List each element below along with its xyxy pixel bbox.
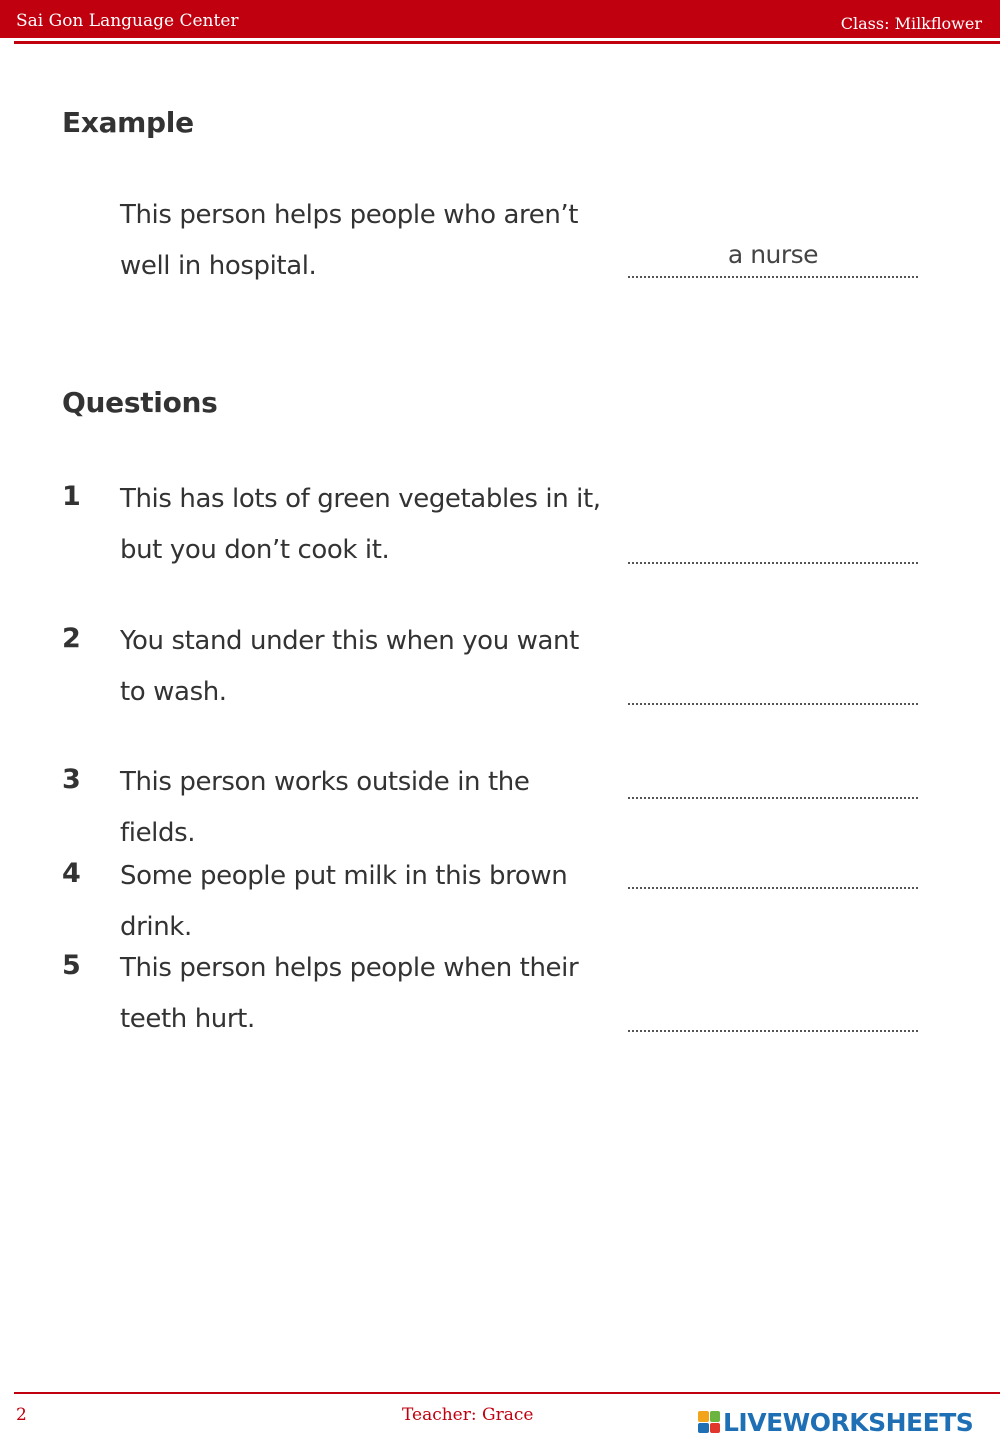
example-heading: Example: [62, 106, 194, 139]
liveworksheets-logo: [698, 1408, 973, 1436]
answer-field-1[interactable]: [628, 560, 918, 564]
answer-field-3[interactable]: [628, 795, 918, 799]
question-line: teeth hurt.: [120, 1004, 255, 1034]
center-name: Sai Gon Language Center: [16, 11, 239, 31]
answer-field-2[interactable]: [628, 701, 918, 705]
question-number: 5: [62, 950, 81, 981]
question-line: This person helps people when their: [120, 953, 579, 983]
question-number: 4: [62, 858, 81, 889]
footer-divider: [14, 1392, 1000, 1394]
question-text: [120, 757, 610, 859]
header-bar: [0, 0, 1000, 38]
question-text: [120, 474, 610, 576]
question-number: 1: [62, 481, 81, 512]
liveworksheets-brand: LIVEWORKSHEETS: [723, 1407, 974, 1437]
answer-field-4[interactable]: [628, 885, 918, 889]
example-answer-line: [628, 274, 918, 278]
header-divider: [14, 41, 1000, 44]
question-text: [120, 616, 610, 718]
example-line-2: well in hospital.: [120, 251, 317, 281]
questions-heading: Questions: [62, 386, 218, 419]
question-line: but you don’t cook it.: [120, 535, 390, 565]
question-line: Some people put milk in this brown drink.: [120, 861, 568, 942]
class-label: Class: Milkflower: [840, 14, 982, 33]
example-answer: a nurse: [727, 240, 819, 269]
example-text: [120, 190, 610, 292]
question-number: 3: [62, 764, 81, 795]
question-line: This has lots of green vegetables in it,: [120, 484, 601, 514]
teacher-label: Teacher: Grace: [402, 1405, 534, 1425]
question-number: 2: [62, 623, 81, 654]
question-line: to wash.: [120, 677, 227, 707]
question-text: [120, 851, 630, 953]
liveworksheets-icon: [698, 1411, 720, 1433]
question-line: This person works outside in the fields.: [120, 767, 530, 848]
question-text: [120, 943, 610, 1045]
answer-field-5[interactable]: [628, 1028, 918, 1032]
question-line: You stand under this when you want: [120, 626, 579, 656]
example-line-1: This person helps people who aren’t: [120, 200, 579, 230]
page-number: 2: [16, 1405, 27, 1425]
